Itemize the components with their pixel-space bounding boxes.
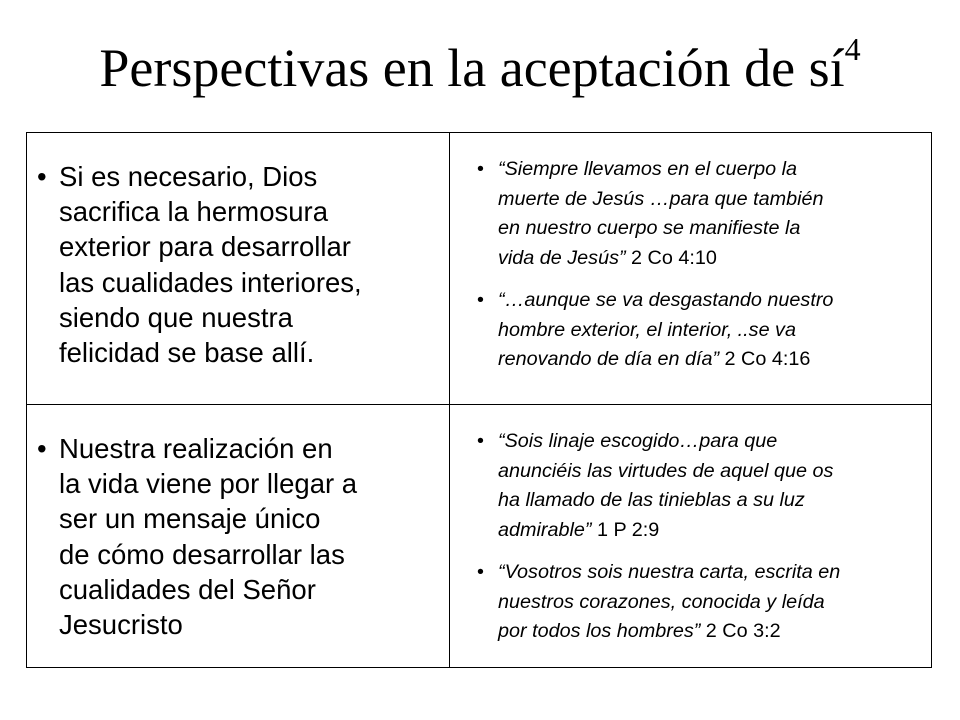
verse-line: renovando de día en día” bbox=[498, 348, 720, 370]
verse-reference: 2 Co 3:2 bbox=[700, 620, 781, 642]
verse-line: por todos los hombres” bbox=[498, 620, 701, 642]
bullet-icon: • bbox=[477, 158, 484, 180]
text-line: la vida viene por llegar a bbox=[59, 468, 358, 500]
verse-line: “…aunque se va desgastando nuestro bbox=[498, 289, 834, 311]
verse-list bbox=[450, 155, 833, 388]
verse-reference: 2 Co 4:10 bbox=[625, 246, 717, 269]
verse-line: “Vosotros sois nuestra carta, escrita en bbox=[498, 561, 841, 583]
text-line: Nuestra realización en bbox=[59, 433, 333, 464]
text-line: ser un mensaje único bbox=[59, 503, 321, 535]
bullet-icon: • bbox=[477, 430, 484, 452]
verse-line: “Sois linaje escogido…para que bbox=[498, 430, 778, 452]
text-line: de cómo desarrollar las bbox=[59, 538, 345, 570]
slide-title bbox=[0, 30, 960, 106]
comparison-table bbox=[26, 132, 932, 668]
cell-row1-right bbox=[449, 133, 931, 404]
cell-row1-left bbox=[27, 133, 449, 404]
text-line: cualidades del Señor bbox=[59, 573, 316, 605]
text-line: Jesucristo bbox=[59, 609, 183, 641]
text-line: felicidad se base allí. bbox=[59, 337, 315, 369]
verse-line: hombre exterior, el interior, ..se va bbox=[498, 318, 796, 341]
verse-line: admirable” bbox=[498, 518, 592, 541]
bullet-list bbox=[27, 431, 357, 642]
verse-item bbox=[450, 427, 840, 545]
verse-line: “Siempre llevamos en el cuerpo la bbox=[498, 158, 798, 180]
bullet-icon: • bbox=[37, 161, 47, 192]
text-line: siendo que nuestra bbox=[59, 301, 293, 333]
verse-line: vida de Jesús” bbox=[498, 246, 626, 269]
verse-item bbox=[450, 286, 833, 375]
verse-line: muerte de Jesús …para que también bbox=[498, 187, 824, 210]
verse-reference: 1 P 2:9 bbox=[591, 518, 660, 541]
bullet-icon: • bbox=[477, 561, 484, 583]
title-text: Perspectivas en la aceptación de sí bbox=[99, 38, 845, 98]
text-line: exterior para desarrollar bbox=[59, 231, 351, 263]
verse-line: anunciéis las virtudes de aquel que os bbox=[498, 459, 834, 482]
verse-item bbox=[450, 558, 840, 647]
cell-row2-left bbox=[27, 404, 449, 667]
text-line: las cualidades interiores, bbox=[59, 266, 362, 298]
verse-line: ha llamado de las tinieblas a su luz bbox=[498, 489, 805, 511]
verse-item bbox=[450, 155, 833, 273]
cell-row2-right bbox=[449, 404, 931, 667]
verse-line: nuestros corazones, conocida y leída bbox=[498, 590, 825, 613]
bullet-list bbox=[27, 159, 362, 370]
bullet-icon: • bbox=[37, 433, 47, 464]
list-item bbox=[27, 431, 357, 642]
text-line: Si es necesario, Dios bbox=[59, 161, 318, 192]
list-item bbox=[27, 159, 362, 370]
verse-list bbox=[450, 427, 840, 660]
title-footnote-marker: 4 bbox=[844, 31, 861, 67]
verse-line: en nuestro cuerpo se manifieste la bbox=[498, 217, 801, 239]
text-line: sacrifica la hermosura bbox=[59, 196, 328, 228]
bullet-icon: • bbox=[477, 289, 484, 311]
verse-reference: 2 Co 4:16 bbox=[719, 348, 811, 370]
